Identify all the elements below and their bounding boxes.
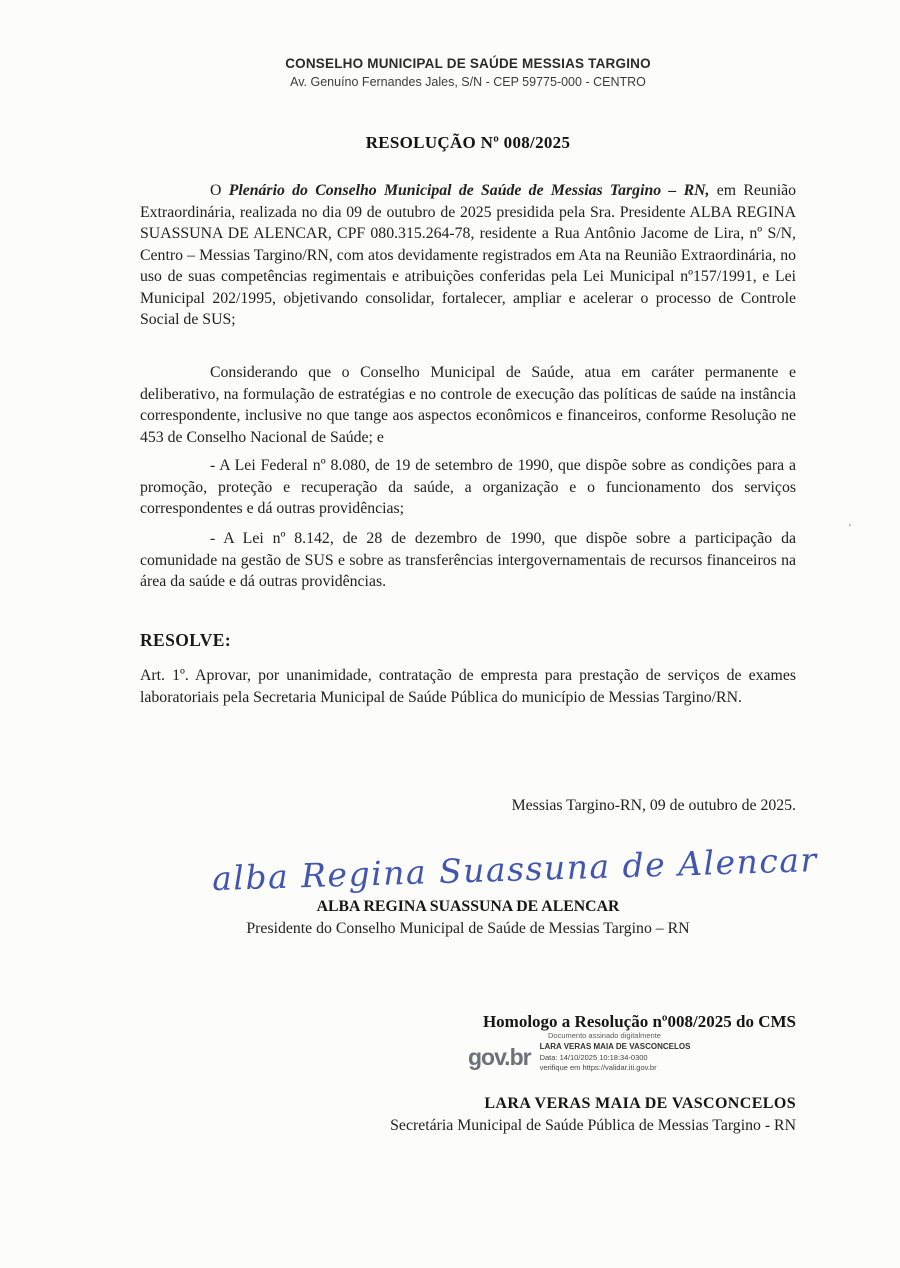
resolution-title: RESOLUÇÃO Nº 008/2025 [365, 133, 571, 152]
scan-speck: ’ [848, 522, 852, 534]
handwritten-signature: alba Regina Suassuna de Alencar [211, 840, 819, 899]
paragraph-preamble [140, 180, 796, 331]
secretary-role: Secretária Municipal de Saúde Pública de Messias Targino - RN [390, 1117, 796, 1134]
secretary-name: LARA VERAS MAIA DE VASCONCELOS [484, 1095, 796, 1112]
organization-name: CONSELHO MUNICIPAL DE SAÚDE MESSIAS TARGINO [285, 56, 651, 71]
preamble-plenary-name: Plenário do Conselho Municipal de Saúde de Messias Targino – RN, [228, 182, 710, 199]
preamble-lead: O [210, 182, 229, 199]
organization-address: Av. Genuíno Fernandes Jales, S/N - CEP 59775-000 - CENTRO [290, 75, 646, 89]
dateline: Messias Targino-RN, 09 de outubro de 2025. [511, 797, 796, 814]
stamp-date: Data: 14/10/2025 10:18:34-0300 [539, 1052, 648, 1062]
paragraph-law-8080: - A Lei Federal nº 8.080, de 19 de setembro de 1990, que dispõe sobre as condições para a promoção, proteção e recuperação da saúde, a organização e o funcionamento dos serviços correspondentes e dá outras providências; [140, 457, 796, 517]
digital-signature-stamp [468, 1031, 738, 1072]
letterhead [140, 56, 796, 89]
stamp-verify-url: verifique em https://validar.iti.gov.br [539, 1063, 657, 1072]
preamble-body: em Reunião Extraordinária, realizada no dia 09 de outubro de 2025 presidida pela Sra. Presidente ALBA REGINA SUASSUNA DE ALENCAR, CPF 080.315.264-78, residente a Rua Antônio Jacome de Lira, nº S/N, Centro – Messias Targino/RN, com atos devidamente registrados em Ata na Reunião Extraordinária, no uso de suas competências regimentais e atribuições conferidas pela Lei Municipal nº157/1991, e Lei Municipal 202/1995, objetivando consolidar, fortalecer, ampliar e acelerar o processo de Controle Social de SUS; [140, 182, 797, 328]
paragraph-considering: Considerando que o Conselho Municipal de Saúde, atua em caráter permanente e deliberativo, na formulação de estratégias e no controle de execução das políticas de saúde na instância correspondente, inclusive no que tange aos aspectos econômicos e financeiros, conforme Resolução ne 453 de Conselho Nacional de Saúde; e [140, 364, 796, 446]
homologation-heading: Homologo a Resolução nº008/2025 do CMS [482, 1012, 796, 1031]
paragraph-law-8142: - A Lei nº 8.142, de 28 de dezembro de 1990, que dispõe sobre a participação da comunidade na gestão de SUS e sobre as transferências intergovernamentais de recursos financeiros na área da saúde e dá outras providências. [140, 530, 796, 590]
stamp-details [540, 1042, 691, 1072]
govbr-logo: gov.br [468, 1044, 531, 1070]
resolve-heading: RESOLVE: [140, 630, 232, 650]
president-name: ALBA REGINA SUASSUNA DE ALENCAR [316, 898, 620, 915]
president-role: Presidente do Conselho Municipal de Saúde de Messias Targino – RN [246, 920, 690, 937]
stamp-signed-digitally-label: Documento assinado digitalmente [548, 1031, 661, 1040]
stamp-signer-name: LARA VERAS MAIA DE VASCONCELOS [539, 1042, 691, 1051]
article-1: Art. 1º. Aprovar, por unanimidade, contratação de empresta para prestação de serviços de exames laboratoriais pela Secretaria Municipal de Saúde Pública do município de Messias Targino/RN. [140, 667, 796, 706]
